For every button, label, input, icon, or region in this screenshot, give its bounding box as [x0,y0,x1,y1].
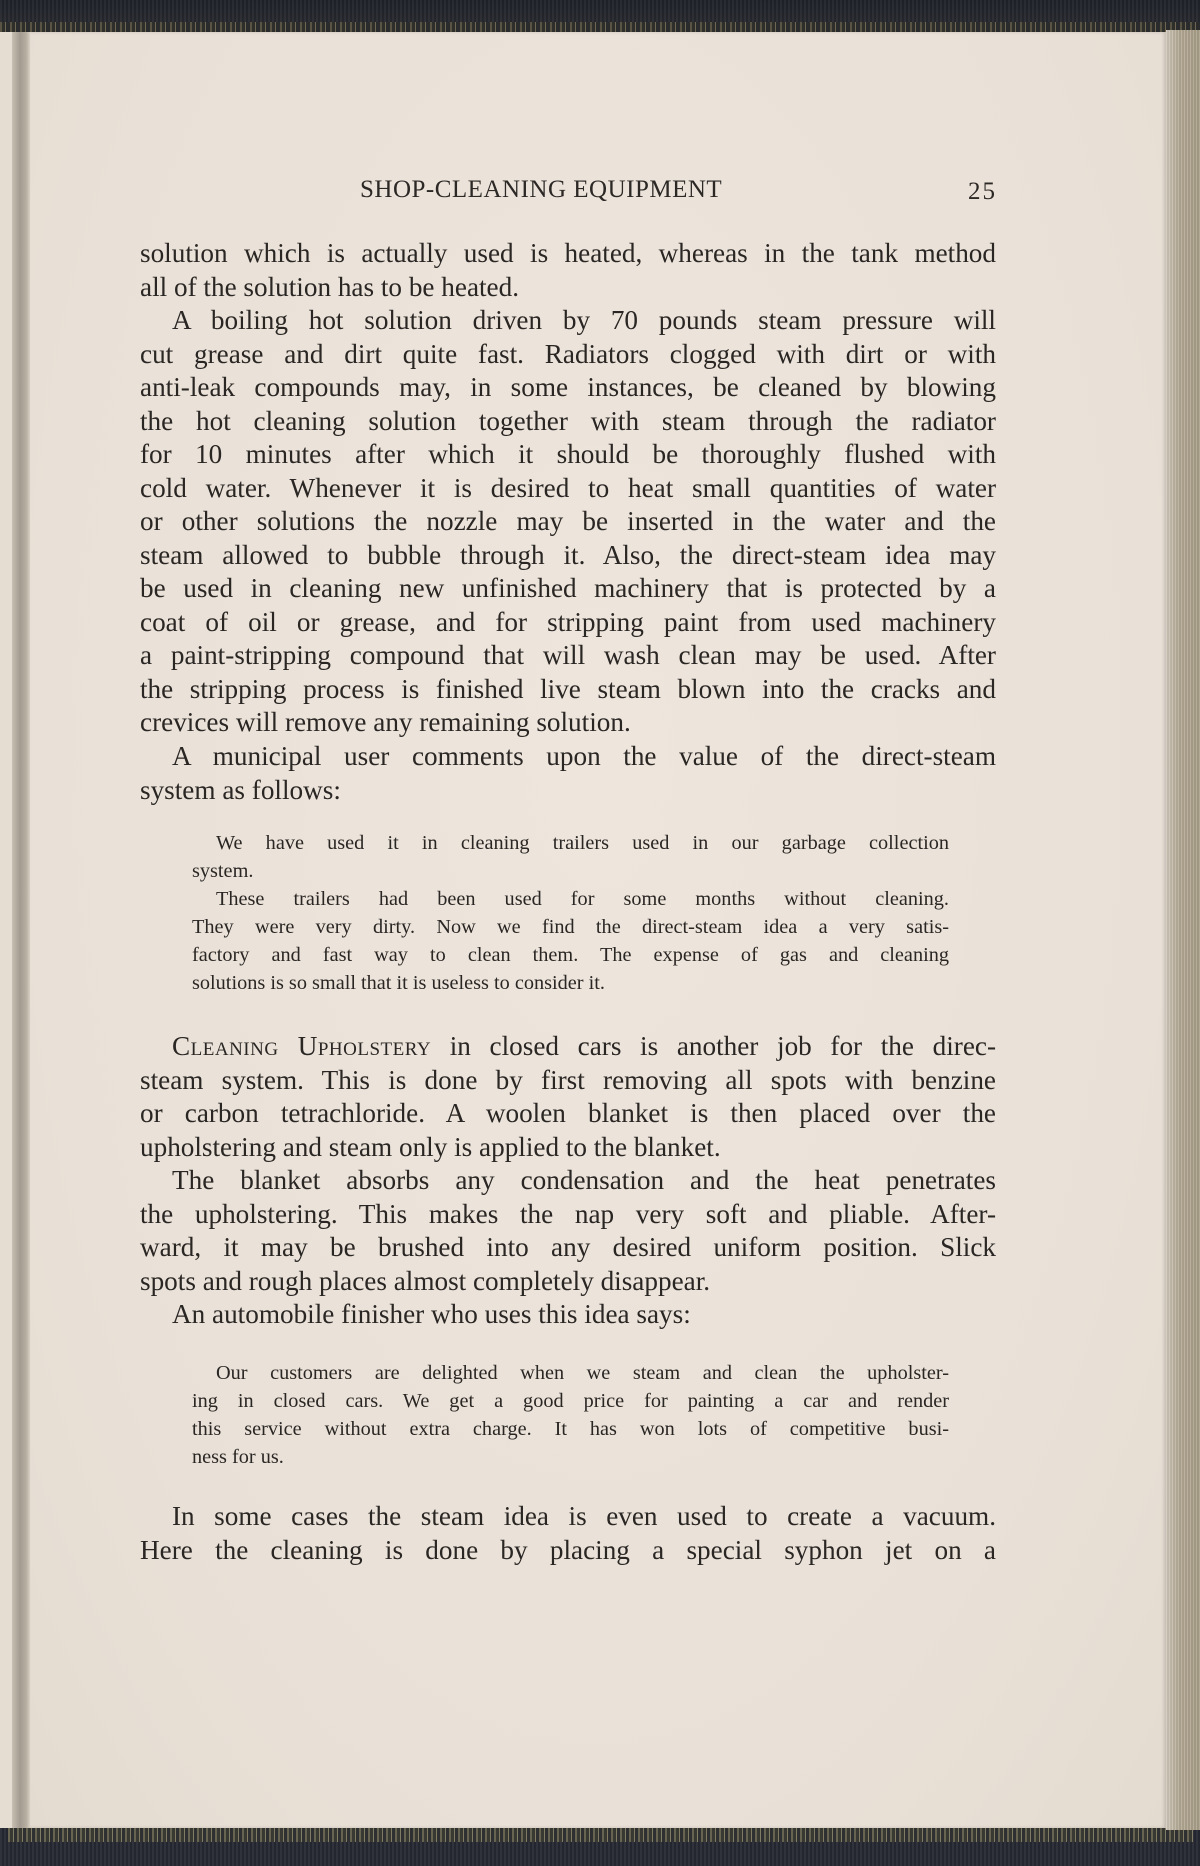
quote-line: These trailers had been used for some months without cleaning. [216,888,949,910]
text-line: be used in cleaning new unfinished machinery that is protected by a [140,573,996,603]
quote-line: Our customers are delighted when we steam and clean the upholster- [216,1362,949,1384]
page-number: 25 [968,178,997,205]
text-line: crevices will remove any remaining solution. [140,707,631,737]
paragraph-automobile-finisher [140,1298,996,1332]
block-quote-municipal [192,829,949,997]
paragraph-blanket [140,1164,996,1298]
text-run: in closed cars is another job for the direc- [431,1031,997,1061]
text-line: the stripping process is finished live steam blown into the cracks and [140,673,996,704]
quote-line: ing in closed cars. We get a good price for painting a car and render [192,1390,949,1412]
text-line: a paint-stripping compound that will wash clean may be used. After [140,640,996,670]
quote-line: ness for us. [192,1446,284,1468]
text-line: In some cases the steam idea is even used to create a vacuum. [172,1501,996,1531]
text-line: cold water. Whenever it is desired to heat small quantities of water [140,472,996,503]
text-line: Here the cleaning is done by placing a special syphon jet on a [140,1534,996,1565]
paragraph-continuation [140,237,996,304]
text-line: ward, it may be brushed into any desired uniform position. Slick [140,1232,996,1262]
text-line: An automobile finisher who uses this idea says: [172,1299,691,1329]
section-run-in-heading: Cleaning Upholstery [172,1031,432,1061]
text-line: cut grease and dirt quite fast. Radiators clogged with dirt or with [140,338,996,369]
quote-line: system. [192,860,254,882]
page-stack-edge [1166,30,1200,1830]
text-line: A municipal user comments upon the value of the direct-steam [172,741,996,771]
text-line: solution which is actually used is heated, whereas in the tank method [140,238,996,268]
text-line: upholstering and steam only is applied to the blanket. [140,1131,721,1162]
paragraph-boiling-solution [140,304,996,740]
text-line: spots and rough places almost completely disappear. [140,1265,711,1296]
paragraph-municipal-user [140,740,996,807]
text-line: for 10 minutes after which it should be thoroughly flushed with [140,439,996,469]
block-quote-finisher [192,1359,949,1471]
text-line: coat of oil or grease, and for stripping paint from used machinery [140,606,996,637]
quote-line: We have used it in cleaning trailers used in our garbage collection [216,832,949,854]
text-line: A boiling hot solution driven by 70 pounds steam pressure will [172,305,996,335]
gutter-shadow [12,32,30,1828]
text-line: system as follows: [140,774,341,805]
running-head: SHOP-CLEANING EQUIPMENT [360,176,723,203]
text-line: steam allowed to bubble through it. Also, the direct-steam idea may [140,539,996,570]
text-line [140,1030,996,1064]
quote-line: solutions is so small that it is useless to consider it. [192,972,605,994]
text-line: or carbon tetrachloride. A woolen blanket is then placed over the [140,1098,996,1128]
quote-line: They were very dirty. Now we find the direct-steam idea a very satis- [192,916,949,938]
facing-page-edge [0,32,12,1828]
text-line: all of the solution has to be heated. [140,271,520,302]
text-line: the hot cleaning solution together with steam through the radiator [140,405,996,436]
page-edges-bottom [8,1826,1193,1842]
text-line: steam system. This is done by first removing all spots with benzine [140,1064,996,1095]
text-line: the upholstering. This makes the nap very soft and pliable. After- [140,1198,996,1229]
quote-line: factory and fast way to clean them. The expense of gas and cleaning [192,944,949,966]
text-line: The blanket absorbs any condensation and the heat penetrates [172,1165,996,1195]
paragraph-cleaning-upholstery [140,1030,996,1164]
text-line: or other solutions the nozzle may be inserted in the water and the [140,506,996,536]
quote-line: this service without extra charge. It has won lots of competitive busi- [192,1418,949,1440]
paragraph-vacuum [140,1500,996,1567]
text-line: anti-leak compounds may, in some instances, be cleaned by blowing [140,372,996,402]
